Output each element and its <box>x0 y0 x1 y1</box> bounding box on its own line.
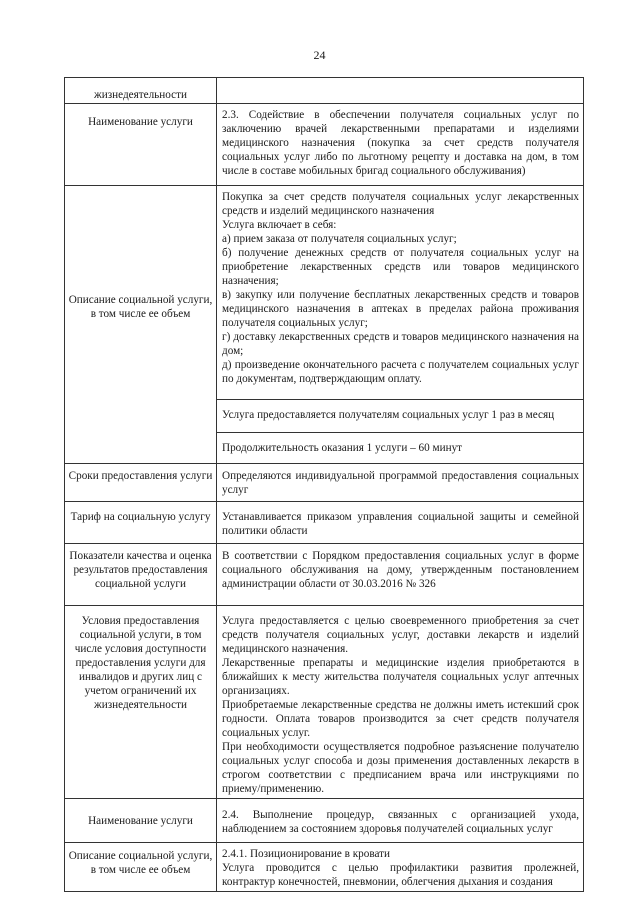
label-text: жизнедеятельности <box>94 89 187 101</box>
service-description: Покупка за счет средств получателя социальных услуг лекарственных средств и изделий медицинского назначения Услуга включает в себя: а) прием заказа от получателя социальных услуг; б) получение денежных средств от получателя социальных услуг на приобретение лекарственных средств или товаров медицинского назначения; в) закупку или получение бесплатных лекарственных средств и товаров медицинского назначения в аптеках в пределах района проживания получателя социальных услуг; г) доставку лекарственных средств и товаров медицинского назначения на дом; д) произведение окончательного расчета с получателем социальных услуг по документам, подтверждающим оплату. <box>222 191 579 385</box>
table-row <box>65 78 584 104</box>
row-value: В соответствии с Порядком предоставления социальных услуг в форме социального обслуживания на дому, утвержденным постановлением администрации области от 30.03.2016 № 326 <box>217 544 584 606</box>
row-label: Сроки предоставления услуги <box>65 464 217 502</box>
row-label <box>65 78 217 104</box>
table-row <box>65 799 584 843</box>
row-value <box>217 606 584 799</box>
duration-text: Продолжительность оказания 1 услуги – 60 минут <box>217 432 583 463</box>
row-value <box>217 186 584 464</box>
table-row <box>65 502 584 544</box>
row-label: Показатели качества и оценка результатов предоставления социальной услуги <box>65 544 217 606</box>
table-row <box>65 104 584 186</box>
table-row <box>65 186 584 464</box>
row-label: Описание социальной услуги, в том числе ее объем <box>65 843 217 892</box>
service-description-2: 2.4.1. Позиционирование в кровати Услуга проводится с целью профилактики развития пролежней, контрактур конечностей, пневмонии, облегчения дыхания и создания <box>222 848 579 888</box>
services-table <box>64 77 584 892</box>
table-row <box>65 606 584 799</box>
row-value: Определяются индивидуальной программой предоставления социальных услуг <box>217 464 584 502</box>
page-number: 24 <box>313 48 326 62</box>
row-label: Наименование услуги <box>65 104 217 186</box>
row-label: Условия предоставления социальной услуги, в том числе условия доступности предоставления услуги для инвалидов и других лиц с учетом ограничений их жизнедеятельности <box>65 606 217 799</box>
row-label: Тариф на социальную услугу <box>65 502 217 544</box>
table-row <box>65 464 584 502</box>
row-value <box>217 78 584 104</box>
frequency-text: Услуга предоставляется получателям социальных услуг 1 раз в месяц <box>217 399 583 432</box>
table-row <box>65 843 584 892</box>
row-value: 2.3. Содействие в обеспечении получателя социальных услуг по заключению врачей лекарственными препаратами и изделиями медицинского назначения (покупка за счет средств получателя социальных услуг либо по льготному рецепту и доставка на дом, в том числе в составе мобильных бригад социального обслуживания) <box>217 104 584 186</box>
row-label: Описание социальной услуги, в том числе ее объем <box>65 186 217 464</box>
row-value: 2.4. Выполнение процедур, связанных с организацией ухода, наблюдением за состоянием здоровья получателей социальных услуг <box>217 799 584 843</box>
table-row <box>65 544 584 606</box>
row-value: Устанавливается приказом управления социальной защиты и семейной политики области <box>217 502 584 544</box>
row-label: Наименование услуги <box>65 799 217 843</box>
row-value <box>217 843 584 892</box>
service-conditions: Услуга предоставляется с целью своевременного приобретения за счет средств получателя социальных услуг, доставки лекарств и изделий медицинского назначения. Лекарственные препараты и медицинские изделия приобретаются в ближайших к месту жительства получателя социальных услуг аптечных организациях. Приобретаемые лекарственные средства не должны иметь истекший срок годности. Оплата товаров производится за счет средств получателя социальных услуг. При необходимости осуществляется подробное разъяснение получателю социальных услуг способа и дозы применения доставленных лекарств в строгом соответствии с предписанием врача или инструкциями по приему/применению. <box>222 615 579 795</box>
